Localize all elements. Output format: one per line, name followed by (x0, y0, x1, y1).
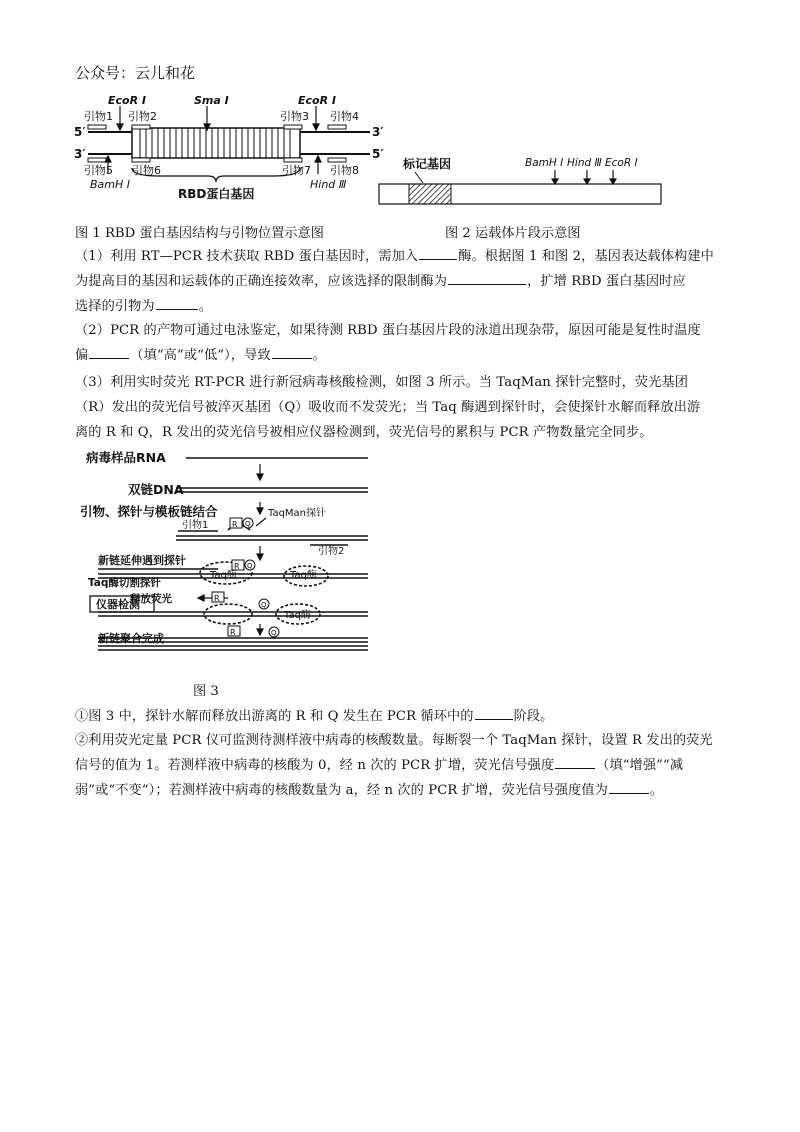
question-4 (75, 704, 735, 729)
fig3-primer2: 引物2 (318, 546, 345, 557)
q1-text-d: ，扩增 RBD 蛋白基因时应 (527, 274, 686, 289)
fig1-smai: Sma I (194, 94, 229, 107)
q1-text-a: （1）利用 RT—PCR 技术获取 RBD 蛋白基因时，需加入 (75, 249, 419, 264)
q5-blank-value (609, 779, 649, 794)
fig2-bamhi: BamH I (525, 157, 564, 169)
q3-line-2: （R）发出的荧光信号被淬灭基团（Q）吸收而不发荧光；当 Taq 酶遇到探针时，会使探针水解而释放出游 (75, 400, 701, 415)
fig1-primer7: 引物7 (282, 164, 311, 177)
fig1-5prime-bottom: 5′ (372, 147, 384, 161)
q5-blank-signal (555, 754, 595, 769)
figure-1-gene-structure (70, 92, 390, 204)
fig2-marker-gene: 标记基因 (403, 157, 452, 171)
fig3-binding: 引物、探针与模板链结合 (80, 504, 218, 519)
figure-3-realtime-pcr (78, 446, 378, 666)
q1-blank-restriction (448, 270, 526, 285)
q2-text-c: （填“高”或“低”），导致 (130, 348, 271, 363)
q3-line-3: 离的 R 和 Q，R 发出的荧光信号被相应仪器检测到，荧光信号的累积与 PCR 产物数量完全同步。 (75, 425, 653, 440)
fig1-3prime-top: 3′ (372, 125, 384, 139)
fig1-caption: 图 1 RBD 蛋白基因结构与引物位置示意图 (75, 226, 324, 241)
question-5 (75, 728, 735, 803)
q2-blank-result (272, 344, 312, 359)
fig1-rbd-label: RBD蛋白基因 (178, 187, 255, 201)
fig3-q-4: Q (271, 629, 277, 637)
q4-text-a: ①图 3 中，探针水解而释放出游离的 R 和 Q 发生在 PCR 循环中的 (75, 709, 474, 724)
fig1-bamhi: BamH I (90, 178, 131, 191)
q4-text-b: 阶段。 (513, 709, 554, 724)
q3-line-1: （3）利用实时荧光 RT-PCR 进行新冠病毒核酸检测，如图 3 所示。当 TaqMan 探针完整时，荧光基团 (75, 375, 689, 390)
fig3-taq-2: Taq酶 (210, 570, 237, 581)
fig1-primer3: 引物3 (280, 110, 309, 123)
q5-line-1: ②利用荧光定量 PCR 仪可监测待测样液中病毒的核酸数量。每断裂一个 TaqMan 探针，设置 R 发出的荧光 (75, 733, 713, 748)
q2-text-a: （2）PCR 的产物可通过电泳鉴定，如果待测 RBD 蛋白基因片段的泳道出现杂带，原因可能是复性时温度 (75, 323, 701, 338)
question-1 (75, 244, 735, 319)
fig1-5prime-top: 5′ (74, 125, 86, 139)
fig1-primer5: 引物5 (84, 164, 113, 177)
fig3-rna: 病毒样品RNA (86, 450, 166, 465)
question-3 (75, 370, 735, 445)
fig1-primer2: 引物2 (128, 110, 157, 123)
q1-text-c: 为提高目的基因和运载体的正确连接效率，应该选择的限制酶为 (75, 274, 448, 289)
fig3-r-4: R (230, 628, 236, 637)
fig3-primer1: 引物1 (182, 520, 209, 531)
fig2-hindiii: Hind Ⅲ (567, 157, 602, 169)
fig1-hindiii: Hind Ⅲ (310, 178, 347, 191)
fig3-done: 新链聚合完成 (98, 632, 164, 645)
q1-blank-primers (156, 295, 198, 310)
q1-text-e: 选择的引物为 (75, 299, 155, 314)
fig3-caption: 图 3 (193, 684, 219, 699)
fig1-primer6: 引物6 (132, 164, 161, 177)
fig3-cut: Taq酶切割探针 (88, 577, 161, 589)
fig1-ecori-left: EcoR I (108, 94, 146, 107)
q2-text-b: 偏 (75, 348, 89, 363)
fig3-q-3: Q (261, 601, 267, 609)
fig3-dsdna: 双链DNA (128, 482, 184, 497)
fig3-q-2: Q (247, 562, 253, 570)
fig1-primer1: 引物1 (84, 110, 113, 123)
q5-text-b: （填“增强”“减 (596, 758, 684, 773)
fig3-r-3: R (214, 594, 220, 603)
q5-text-d: 。 (649, 783, 664, 798)
question-2 (75, 318, 735, 368)
fig3-extend: 新链延伸遇到探针 (98, 554, 186, 567)
fig3-r-2: R (234, 562, 240, 571)
q4-blank-stage (475, 705, 513, 720)
fig3-q-1: Q (245, 520, 251, 528)
q2-blank-temp (89, 344, 129, 359)
page-header: 公众号：云儿和花 (75, 64, 196, 82)
fig3-r-1: R (232, 520, 238, 529)
figure-2-vector (375, 150, 675, 210)
fig2-ecori: EcoR I (605, 157, 638, 169)
fig3-release: 释放荧光 (130, 593, 172, 605)
fig1-primer8: 引物8 (330, 164, 359, 177)
q2-text-d: 。 (312, 348, 326, 363)
fig3-detect: 仪器检测 (96, 598, 140, 611)
q1-text-f: 。 (198, 299, 213, 314)
fig1-ecori-right: EcoR I (298, 94, 336, 107)
fig3-probe: TaqMan探针 (268, 508, 327, 519)
q5-text-a: 信号的值为 1。若测样液中病毒的核酸为 0，经 n 次的 PCR 扩增，荧光信号强度 (75, 758, 555, 773)
q1-text-b: 酶。根据图 1 和图 2，基因表达载体构建中 (458, 249, 714, 264)
fig3-taq-1: Taq酶 (290, 570, 317, 581)
fig1-primer4: 引物4 (330, 110, 359, 123)
q1-blank-enzyme (419, 245, 457, 260)
fig2-caption: 图 2 运载体片段示意图 (445, 226, 581, 241)
fig3-taq-3: Taq酶 (284, 610, 311, 621)
q5-text-c: 弱”或“不变”）；若测样液中病毒的核酸数量为 a，经 n 次的 PCR 扩增，荧光信号强度值为 (75, 783, 608, 798)
fig1-3prime-bottom: 3′ (74, 147, 86, 161)
